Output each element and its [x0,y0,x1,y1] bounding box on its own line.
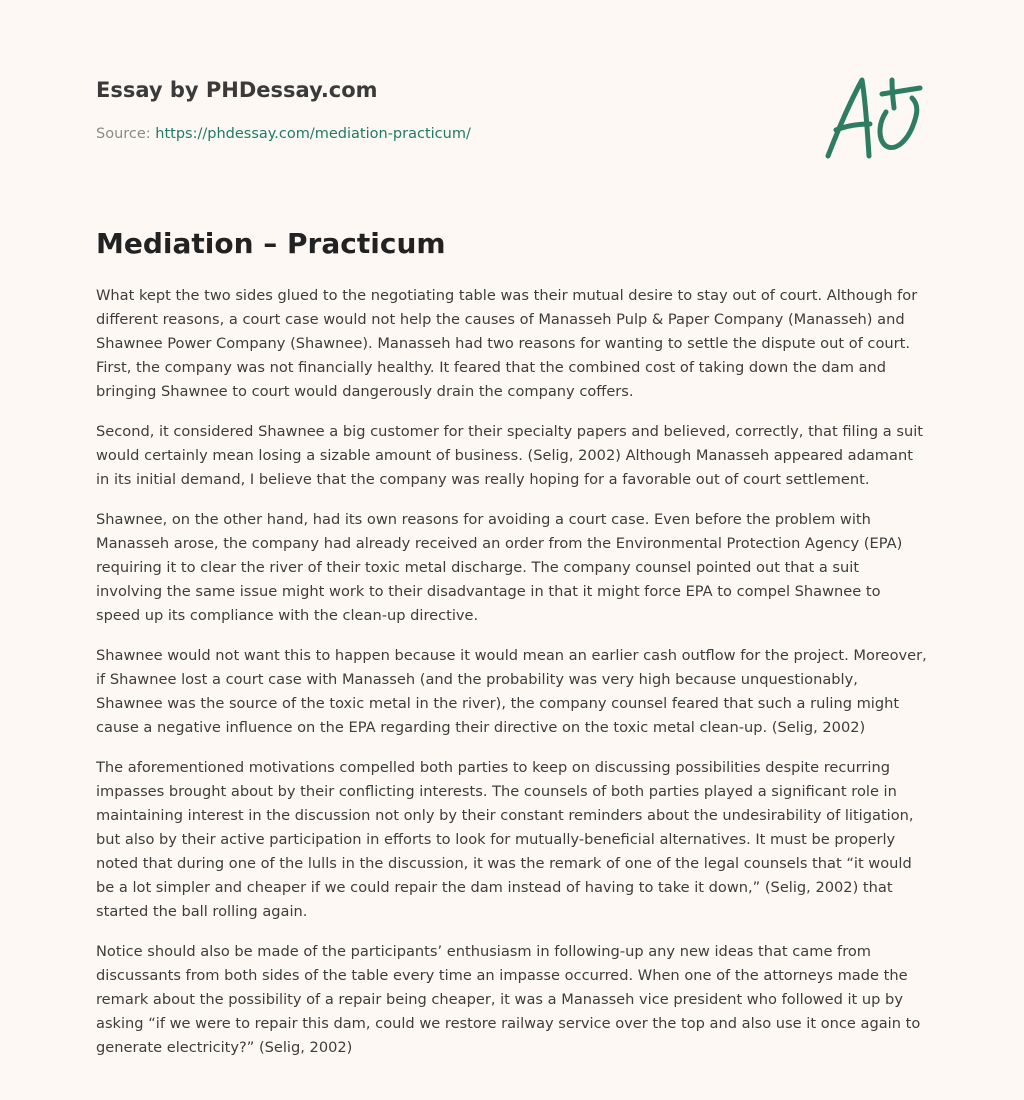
essay-paragraph-6: Notice should also be made of the participants’ enthusiasm in following-up any new ideas that came from discussants from both sides of the table every time an impasse occurred. When one of the attorneys made the remark about the possibility of a repair being cheaper, it was a Manasseh vice president who followed it up by asking “if we were to repair this dam, could we restore railway service over the top and also use it once again to generate electricity?” (Selig, 2002) [96,943,921,1056]
essay-paragraph-3: Shawnee, on the other hand, had its own reasons for avoiding a court case. Even before the problem with Manasseh arose, the company had already received an order from the Environmental Protection Agency (EPA) requiring it to clear the river of their toxic metal discharge. The company counsel pointed out that a suit involving the same issue might work to their disadvantage in that it might force EPA to compel Shawnee to speed up its compliance with the clean-up directive. [96,511,903,624]
essay-paragraph-1: What kept the two sides glued to the negotiating table was their mutual desire to stay out of court. Although for different reasons, a court case would not help the causes of Manasseh Pulp & Paper Company (Manasseh) and Shawnee Power Company (Shawnee). Manasseh had two reasons for wanting to settle the dispute out of court. First, the company was not financially healthy. It feared that the combined cost of taking down the dam and bringing Shawnee to court would dangerously drain the company coffers. [96,287,918,400]
source-label: Source: [96,126,151,142]
site-brand: Essay by PHDessay.com [96,78,378,102]
essay-title: Mediation – Practicum [96,227,446,260]
a-plus-logo-icon [822,68,926,164]
source-line [96,124,471,144]
essay-paragraph-5: The aforementioned motivations compelled both parties to keep on discussing possibilities despite recurring impasses brought about by their conflicting interests. The counsels of both parties played a significant role in maintaining interest in the discussion not only by their constant reminders about the undesirability of litigation, but also by their active participation in efforts to look for mutually-beneficial alternatives. It must be properly noted that during one of the lulls in the discussion, it was the remark of one of the legal counsels that “it would be a lot simpler and cheaper if we could repair the dam instead of having to take it down,” (Selig, 2002) that started the ball rolling again. [96,759,914,920]
essay-paragraph-2: Second, it considered Shawnee a big customer for their specialty papers and believed, correctly, that filing a suit would certainly mean losing a sizable amount of business. (Selig, 2002) Although Manasseh appeared adamant in its initial demand, I believe that the company was really hoping for a favorable out of court settlement. [96,423,924,488]
essay-body [96,284,928,1076]
essay-paragraph-4: Shawnee would not want this to happen because it would mean an earlier cash outflow for the project. Moreover, if Shawnee lost a court case with Manasseh (and the probability was very high because unquestionably, Shawnee was the source of the toxic metal in the river), the company counsel feared that such a ruling might cause a negative influence on the EPA regarding their directive on the toxic metal clean-up. (Selig, 2002) [96,647,927,736]
page-header [96,76,926,186]
source-link[interactable]: https://phdessay.com/mediation-practicum/ [155,126,471,142]
